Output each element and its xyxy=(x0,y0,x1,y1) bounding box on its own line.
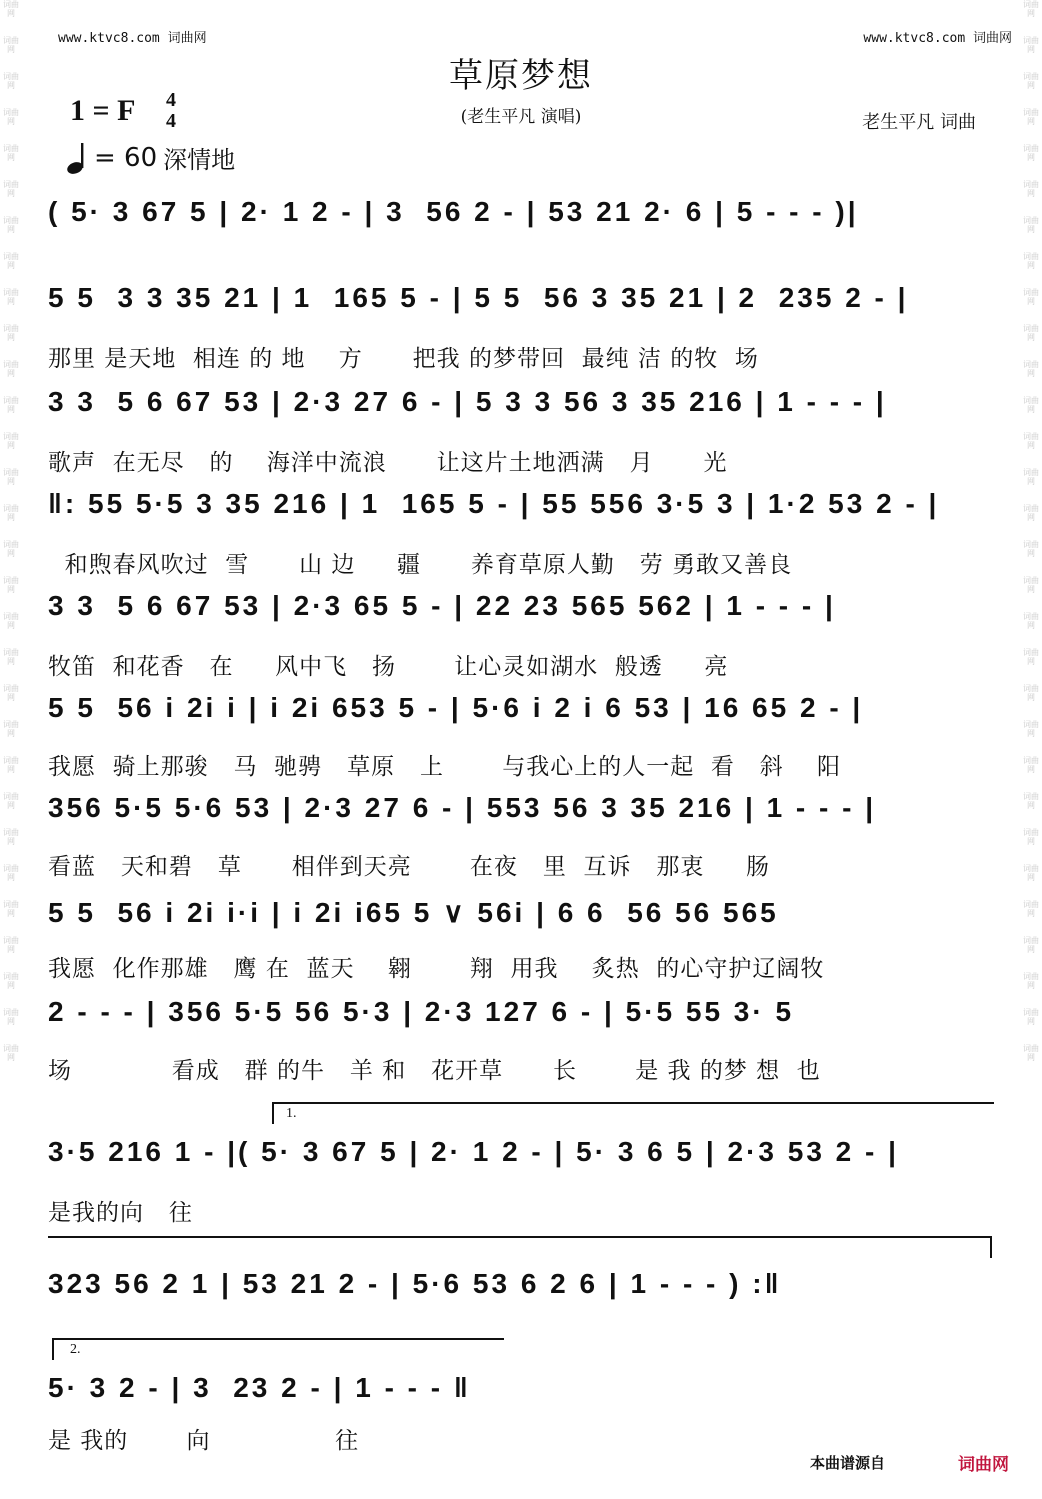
notation-line: 5 5 56 i 2i i·i | i 2i i65 5 ∨ 56i | 6 6 56 56 565 xyxy=(48,897,779,928)
lyric-line: 歌声 在无尽 的 海洋中流浪 让这片土地洒满 月 光 xyxy=(48,450,728,476)
notation-line: 323 56 2 1 | 53 21 2 - | 5·6 53 6 2 6 | 1 - - - ) :‖ xyxy=(48,1268,782,1299)
lyric-line: 那里 是天地 相连 的 地 方 把我 的梦带回 最纯 洁 的牧 场 xyxy=(48,346,759,372)
lyric-line: 是 我的 向 往 xyxy=(48,1428,360,1454)
notation-line: ‖: 55 5·5 3 35 216 | 1 165 5 - | 55 556 3·5 3 | 1·2 53 2 - | xyxy=(48,488,940,519)
key-signature: 1 = F xyxy=(70,94,136,127)
site-url-right[interactable]: www.ktvc8.com 词曲网 xyxy=(863,31,1012,46)
expression-marking: 深情地 xyxy=(163,146,236,174)
tempo-value: = 60 xyxy=(94,142,158,173)
volta-1-label: 1. xyxy=(286,1106,297,1121)
notation-line: 5 5 3 3 35 21 | 1 165 5 - | 5 5 56 3 35 21 | 2 235 2 - | xyxy=(48,282,909,313)
tempo-marking xyxy=(66,140,235,175)
performer-line: (老生平凡 演唱) xyxy=(460,107,582,127)
lyric-line: 牧笛 和花香 在 风中飞 扬 让心灵如湖水 般透 亮 xyxy=(48,654,729,680)
left-watermark-strip: 词曲网 词曲网 词曲网 词曲网 词曲网 词曲网 词曲网 词曲网 词曲网 词曲网 词曲网 词曲网 词曲网 词曲网 词曲网 词曲网 词曲网 词曲网 词曲网 词曲网 词曲网 词曲网 词曲网 词曲网 词曲网 词曲网 词曲网 词曲网 词曲网 词曲网 xyxy=(3,0,19,1062)
lyric-line: 和煦春风吹过 雪 山 边 疆 养育草原人勤 劳 勇敢又善良 xyxy=(48,552,793,578)
time-signature-bottom: 4 xyxy=(166,110,176,132)
lyric-line: 我愿 化作那雄 鹰 在 蓝天 翱 翔 用我 炙热 的心守护辽阔牧 xyxy=(48,956,825,982)
lyric-line: 看蓝 天和碧 草 相伴到天亮 在夜 里 互诉 那衷 肠 xyxy=(48,854,770,880)
notation-line: 3 3 5 6 67 53 | 2·3 65 5 - | 22 23 565 562 | 1 - - - | xyxy=(48,590,836,621)
source-label: 本曲谱源自 xyxy=(810,1454,886,1472)
volta-2-bracket-edge xyxy=(52,1338,54,1360)
song-title: 草原梦想 xyxy=(449,56,593,96)
notation-line: 3·5 216 1 - |( 5· 3 67 5 | 2· 1 2 - | 5· 3 6 5 | 2·3 53 2 - | xyxy=(48,1136,899,1167)
lyric-line: 我愿 骑上那骏 马 驰骋 草原 上 与我心上的人一起 看 斜 阳 xyxy=(48,754,842,780)
time-signature xyxy=(158,90,184,132)
right-watermark-strip: 词曲网 词曲网 词曲网 词曲网 词曲网 词曲网 词曲网 词曲网 词曲网 词曲网 词曲网 词曲网 词曲网 词曲网 词曲网 词曲网 词曲网 词曲网 词曲网 词曲网 词曲网 词曲网 词曲网 词曲网 词曲网 词曲网 词曲网 词曲网 词曲网 词曲网 xyxy=(1023,0,1039,1062)
volta-1-bracket xyxy=(272,1102,994,1104)
notation-line: 5· 3 2 - | 3 23 2 - | 1 - - - ‖ xyxy=(48,1372,471,1403)
lyric-line: 场 看成 群 的牛 羊 和 花开草 长 是 我 的梦 想 也 xyxy=(48,1058,821,1084)
volta-2-label: 2. xyxy=(70,1342,81,1357)
source-brand-link[interactable]: 词曲网 xyxy=(958,1455,1009,1475)
time-signature-top: 4 xyxy=(166,89,176,111)
notation-line: 5 5 56 i 2i i | i 2i 653 5 - | 5·6 i 2 i 6 53 | 16 65 2 - | xyxy=(48,692,864,723)
lyricist-composer-credit: 老生平凡 词曲 xyxy=(862,112,976,133)
notation-line: 356 5·5 5·6 53 | 2·3 27 6 - | 553 56 3 35 216 | 1 - - - | xyxy=(48,792,877,823)
notation-line: 2 - - - | 356 5·5 56 5·3 | 2·3 127 6 - | 5·5 55 3· 5 xyxy=(48,996,795,1027)
site-url-left[interactable]: www.ktvc8.com 词曲网 xyxy=(58,31,207,46)
lyric-line: 是我的向 往 xyxy=(48,1200,193,1226)
volta-1-bracket-edge xyxy=(272,1102,274,1124)
notation-line: ( 5· 3 67 5 | 2· 1 2 - | 3 56 2 - | 53 21 2· 6 | 5 - - - )| xyxy=(48,196,859,227)
volta-2-bracket xyxy=(52,1338,504,1340)
volta-1-continuation xyxy=(48,1236,992,1238)
quarter-note-icon xyxy=(66,141,92,175)
notation-line: 3 3 5 6 67 53 | 2·3 27 6 - | 5 3 3 56 3 35 216 | 1 - - - | xyxy=(48,386,887,417)
volta-1-continuation-edge xyxy=(990,1236,992,1258)
